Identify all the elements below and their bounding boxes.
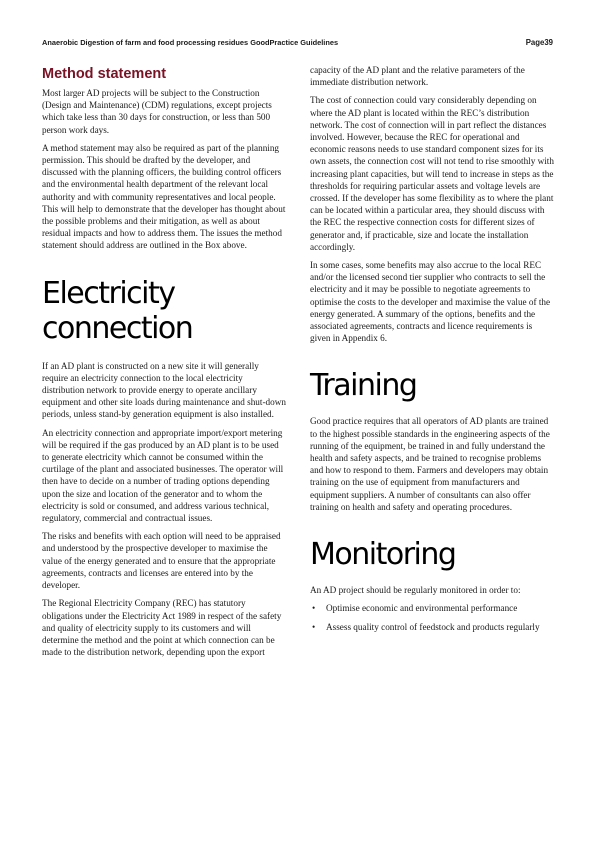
continued-paragraph: capacity of the AD plant and the relative parameters of the immediate distribution network.	[310, 65, 525, 88]
bullet-icon: •	[312, 621, 316, 632]
list-item	[310, 602, 554, 614]
bullet-text: Optimise economic and environmental performance	[326, 603, 518, 614]
benefits-paragraph: In some cases, some benefits may also accrue to the local REC and/or the licensed second tier supplier who contracts to sell the electricity and it may be possible to negotiate agreements to optimise the costs to the developer and maximise the value of the energy generated. A summary of the options, benefits and the associated agreements, contracts and licence requirements is given in Appendix 6.	[310, 260, 551, 344]
training-heading: Training	[310, 368, 417, 404]
electricity-paragraph-3: The risks and benefits with each option will need to be appraised and understood by the prospective developer to maximise the value of the energy generated and to ensure that the appropriate agreements, contracts and licenses are entered into by the developer.	[42, 531, 281, 591]
page-header	[42, 36, 553, 50]
electricity-paragraph-2: An electricity connection and appropriate import/export metering will be required if the gas produced by an AD plant is to be used to generate electricity which cannot be consumed within the curtilage of the plant and associated businesses. The operator will then have to decide on a number of trading options depending upon the size and location of the generator and to whom the electricity is sold or consumed, and address various technical, regulatory, commercial and contractual issues.	[42, 427, 284, 524]
method-paragraph-2: A method statement may also be required as part of the planning permission. This should be drafted by the developer, and discussed with the planning officers, the building control officers and the environmental health department of the relevant local authority and with community representatives and local people. This will help to demonstrate that the developer has thought about the possible problems and their mitigation, as well as about residual impacts and how to address them. The issues the method statement should address are outlined in the Box above.	[42, 142, 286, 251]
method-paragraph-1: Most larger AD projects will be subject to the Construction (Design and Maintenance) (CDM) regulations, except projects which take less than 30 days for construction, or less than 500 person work days.	[42, 88, 272, 135]
page-number: Page39	[525, 38, 553, 47]
electricity-paragraph-4: The Regional Electricity Company (REC) has statutory obligations under the Electricity Act 1989 in respect of the safety and quality of electricity supply to its customers and will determine the method and the point at which connection can be made to the distribution network, depending upon the export	[42, 598, 282, 658]
bullet-icon: •	[312, 603, 316, 614]
method-statement-heading: Method statement	[42, 66, 167, 82]
electricity-paragraph-1: If an AD plant is constructed on a new site it will generally require an electricity connection to the local electricity distribution network to provide energy to operate ancillary equipment and other site loads during maintenance and shut-down periods, unless stand-by generation equipment is also installed.	[42, 360, 286, 420]
monitoring-paragraph: An AD project should be regularly monitored in order to:	[310, 585, 521, 596]
document-title: Anaerobic Digestion of farm and food processing residues GoodPractice Guidelines	[42, 38, 339, 47]
bullet-text: Assess quality control of feedstock and products regularly	[326, 621, 540, 632]
electricity-connection-heading: Electricity connection	[42, 275, 193, 346]
monitoring-bullet-list	[310, 602, 554, 632]
connection-cost-paragraph: The cost of connection could vary considerably depending on where the AD plant is located within the REC’s distribution network. The cost of connection will in part reflect the distances involved. However, because the REC for operational and economic reasons needs to use standard component sizes for its own assets, the connection cost will not tend to rise smoothly with increasing plant capacities, but will tend to increase in steps as the thresholds for requiring particular assets and voltage levels are crossed. If the developer has some flexibility as to where the plant can be located within a particular area, they should discuss with the REC the respective connection costs for different sizes of generator and, if practicable, size and locate the installation accordingly.	[310, 95, 554, 252]
left-column	[42, 64, 286, 664]
training-paragraph: Good practice requires that all operators of AD plants are trained to the highest possible standards in the engineering aspects of the running of the equipment, be trained in and fully understand the health and safety aspects, and be trained to recognise problems and how to respond to them. Farmers and developers may obtain training on the use of equipment from manufacturers and equipment suppliers. A number of consultants can also offer training on health and safety and operating procedures.	[310, 416, 550, 512]
right-column	[310, 64, 554, 639]
list-item	[310, 621, 554, 633]
monitoring-heading: Monitoring	[310, 537, 456, 573]
